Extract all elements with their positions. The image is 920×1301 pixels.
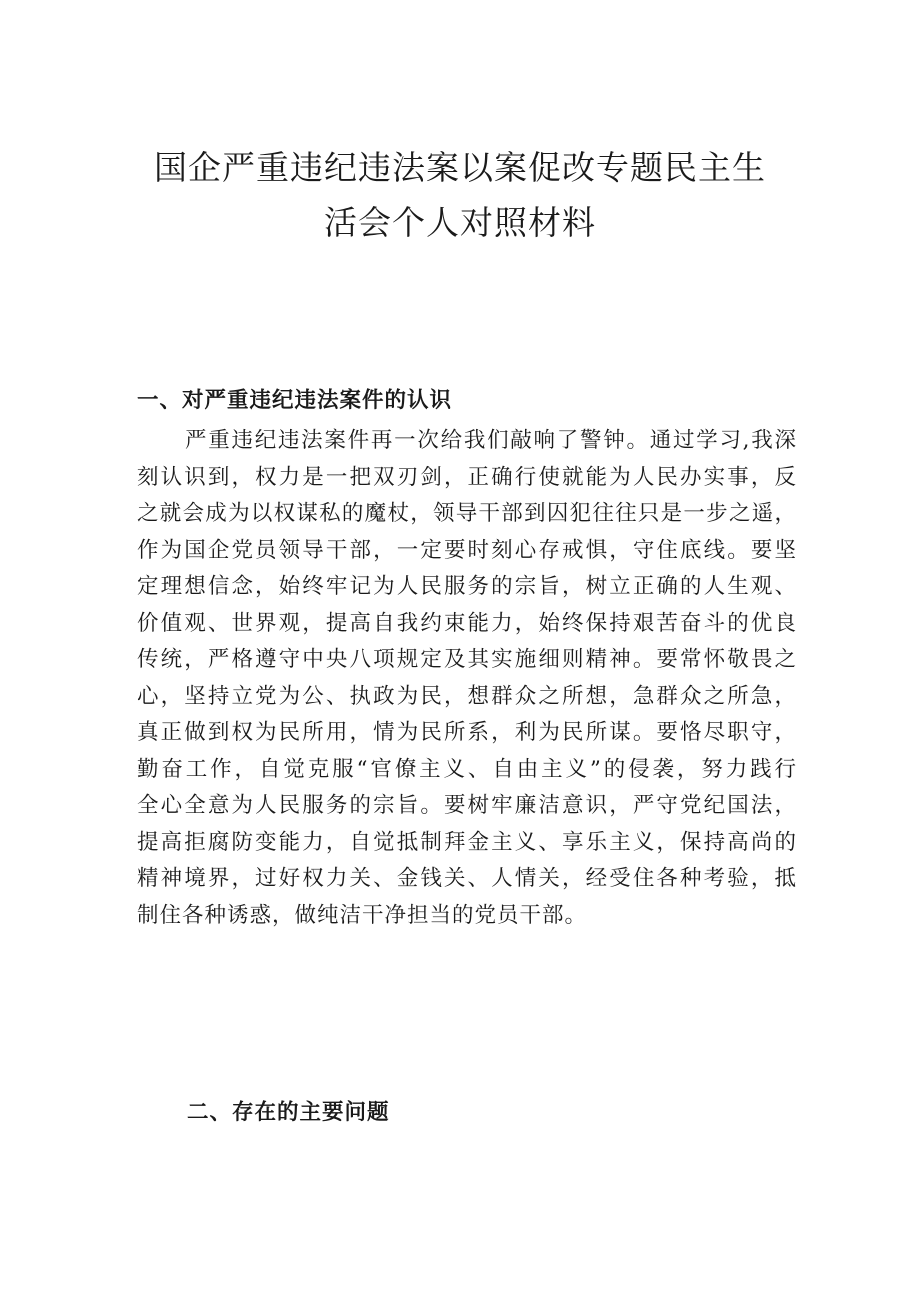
body-paragraph-1 — [137, 423, 797, 934]
paragraph-line: 传统，严格遵守中央八项规定及其实施细则精神。要常怀敬畏之 — [137, 647, 797, 672]
document-title-line-1: 国企严重违纪违法案以案促改专题民主生 — [154, 148, 766, 187]
paragraph-line: 勤奋工作，自觉克服“官僚主义、自由主义”的侵袭，努力践行 — [137, 756, 797, 782]
paragraph-line: 精神境界，过好权力关、金钱关、人情关，经受住各种考验，抵 — [137, 866, 797, 891]
paragraph-line: 价值观、世界观，提高自我约束能力，始终保持艰苦奋斗的优良 — [137, 610, 797, 636]
paragraph-line: 刻认识到，权力是一把双刃剑，正确行使就能为人民办实事，反 — [137, 464, 797, 490]
paragraph-line: 全心全意为人民服务的宗旨。要树牢廉洁意识，严守党纪国法， — [137, 793, 797, 818]
paragraph-line: 严重违纪违法案件再一次给我们敲响了警钟。通过学习,我深 — [185, 428, 797, 453]
document-title-line-2: 活会个人对照材料 — [324, 203, 596, 242]
paragraph-line: 真正做到权为民所用，情为民所系，利为民所谋。要恪尽职守， — [137, 720, 797, 745]
paragraph-line: 提高拒腐防变能力，自觉抵制拜金主义、享乐主义，保持高尚的 — [137, 829, 797, 855]
section-heading-2: 二、存在的主要问题 — [187, 1100, 390, 1125]
paragraph-line: 之就会成为以权谋私的魔杖，领导干部到囚犯往往只是一步之遥， — [137, 501, 797, 526]
paragraph-line: 心，坚持立党为公、执政为民，想群众之所想，急群众之所急， — [137, 683, 797, 709]
paragraph-line: 制住各种诱惑，做纯洁干净担当的党员干部。 — [137, 902, 588, 928]
paragraph-line: 定理想信念，始终牢记为人民服务的宗旨，树立正确的人生观、 — [137, 574, 797, 599]
section-heading-1: 一、对严重违纪违法案件的认识 — [137, 388, 453, 413]
paragraph-line: 作为国企党员领导干部，一定要时刻心存戒惧，守住底线。要坚 — [137, 537, 797, 563]
